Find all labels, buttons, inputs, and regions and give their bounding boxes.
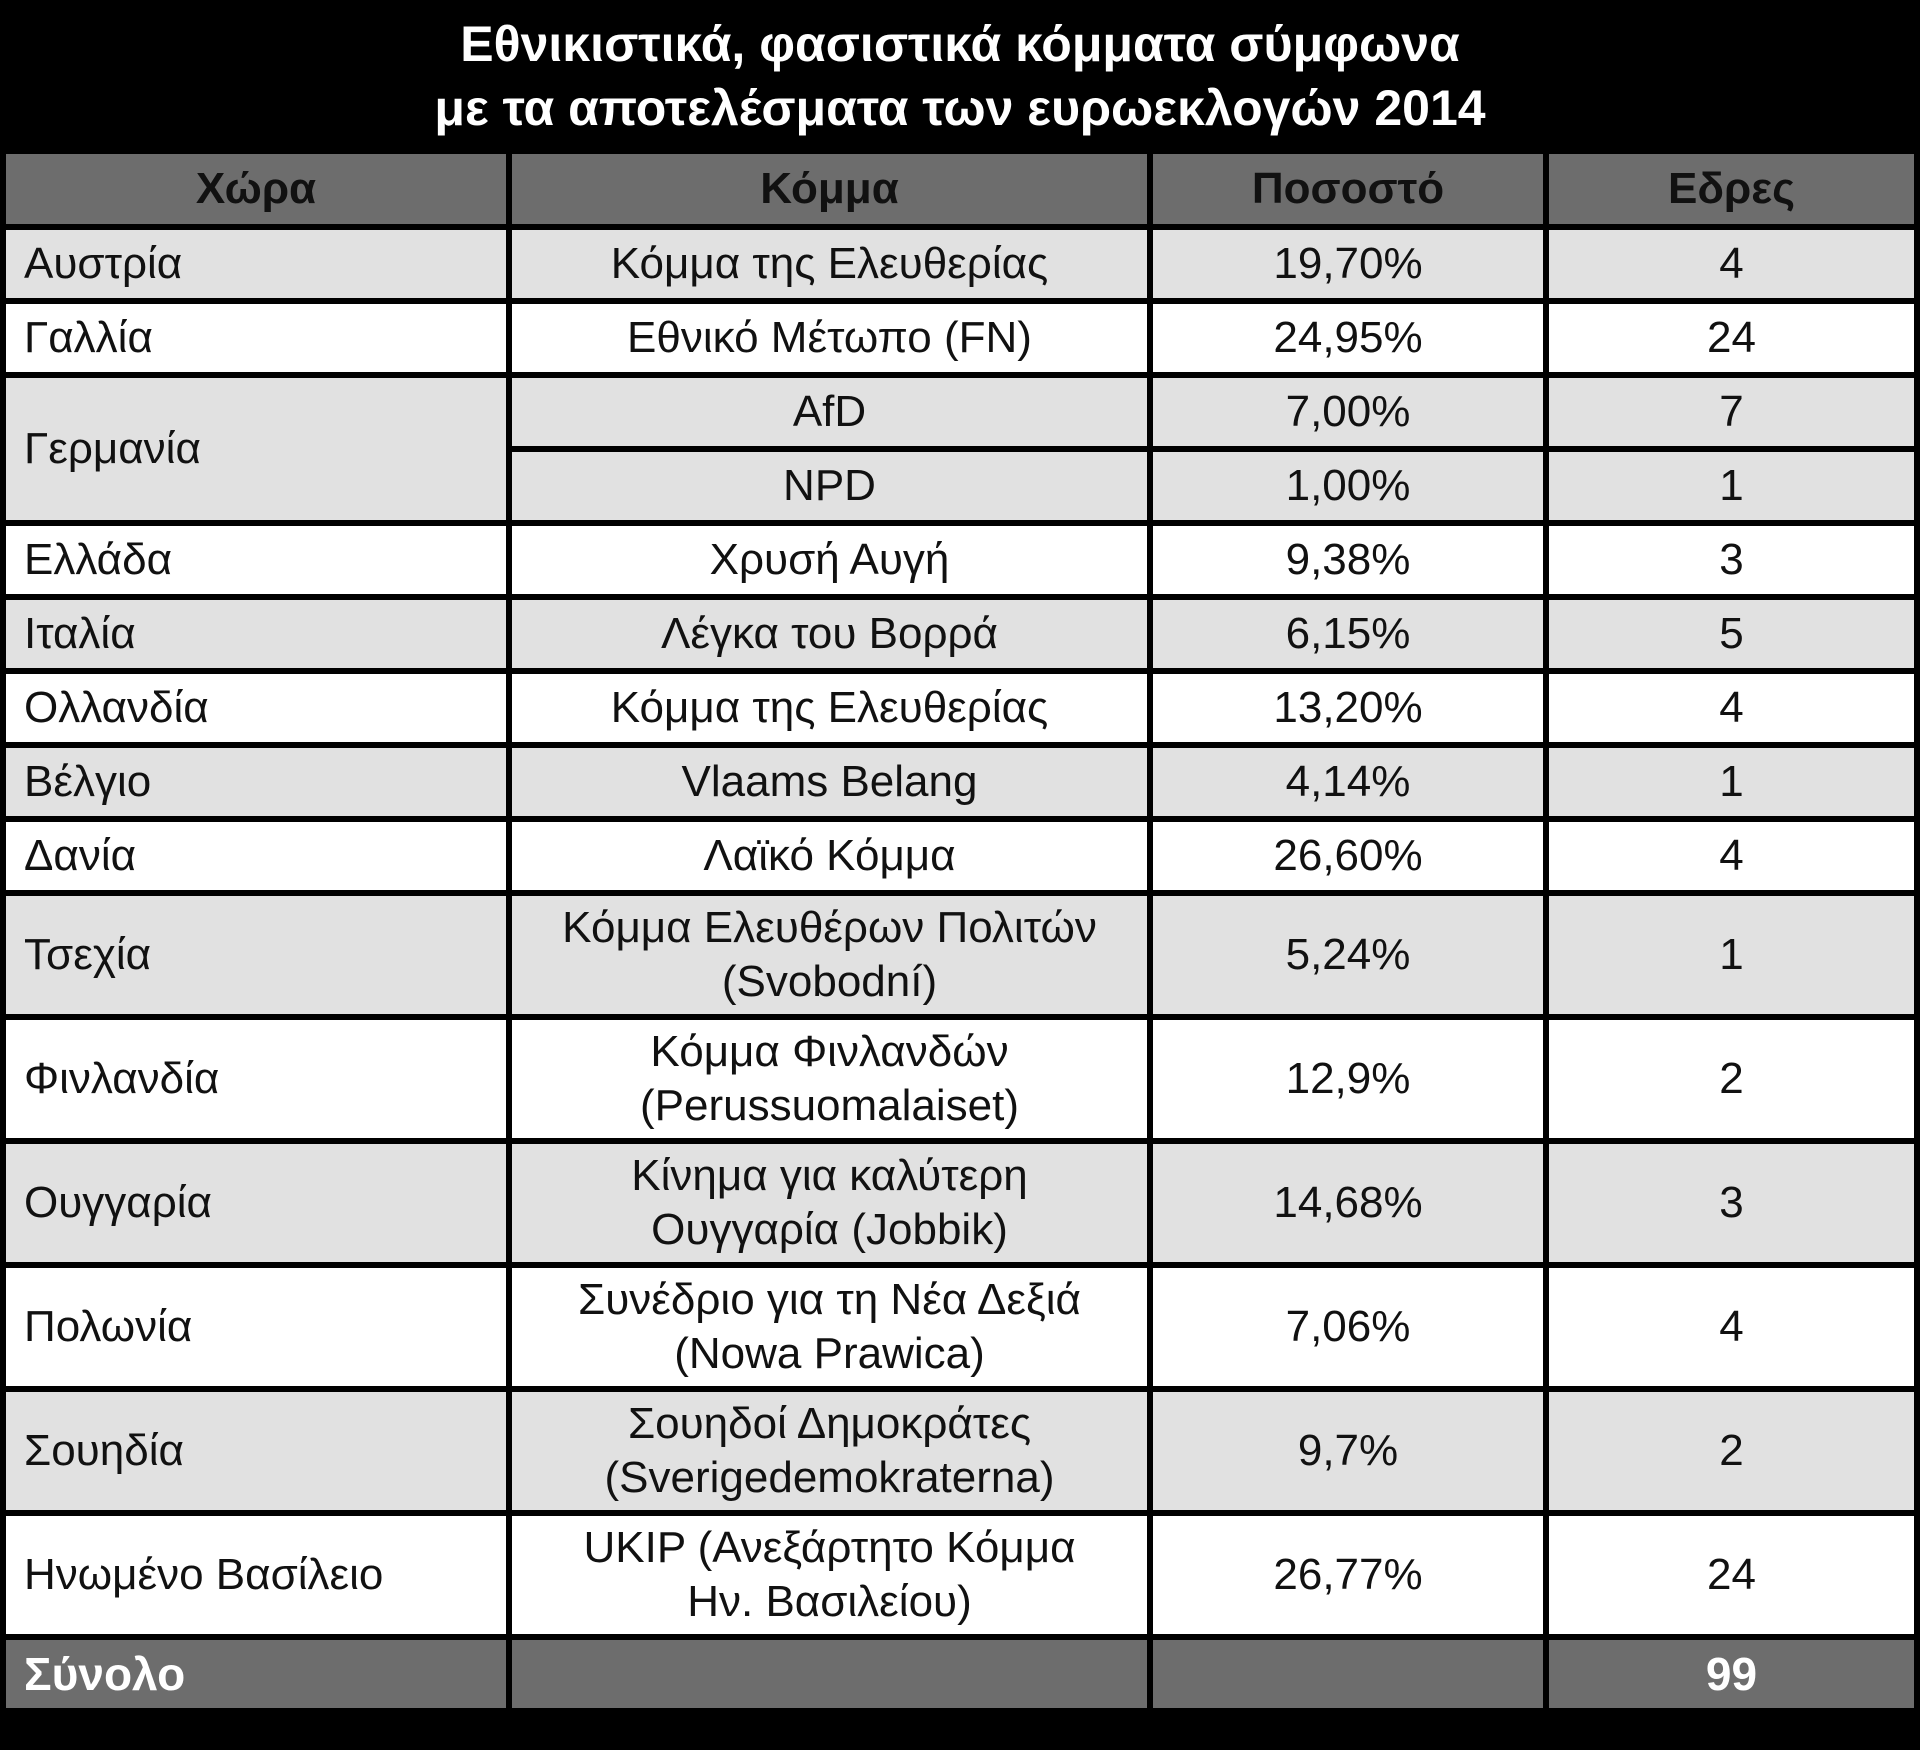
header-country: Χώρα <box>6 154 506 224</box>
cell-seats: 4 <box>1549 674 1914 742</box>
cell-party: NPD <box>512 452 1147 520</box>
total-percent-empty <box>1153 1640 1543 1708</box>
cell-party <box>512 1516 1147 1634</box>
table-row <box>6 230 1914 298</box>
party-line-2: (Perussuomalaiset) <box>639 1081 1020 1130</box>
party-line-1: UKIP (Ανεξάρτητο Κόμμα <box>583 1523 1076 1572</box>
cell-country: Ουγγαρία <box>6 1144 506 1262</box>
party-line-2: (Svobodní) <box>721 957 938 1006</box>
total-party-empty <box>512 1640 1147 1708</box>
table-row <box>6 1144 1914 1262</box>
cell-country: Τσεχία <box>6 896 506 1014</box>
cell-party <box>512 1144 1147 1262</box>
header-row <box>6 154 1914 224</box>
cell-seats: 1 <box>1549 896 1914 1014</box>
cell-percent: 12,9% <box>1153 1020 1543 1138</box>
table-row <box>6 1516 1914 1634</box>
cell-party: AfD <box>512 378 1147 446</box>
party-line-2: Ην. Βασιλείου) <box>687 1577 972 1626</box>
party-line-1: Συνέδριο για τη Νέα Δεξιά <box>578 1275 1081 1324</box>
cell-country: Ιταλία <box>6 600 506 668</box>
cell-country: Σουηδία <box>6 1392 506 1510</box>
cell-country: Αυστρία <box>6 230 506 298</box>
party-line-1: Κίνημα για καλύτερη <box>631 1151 1028 1200</box>
title-line-1: Εθνικιστικά, φασιστικά κόμματα σύμφωνα <box>460 16 1460 72</box>
cell-seats: 1 <box>1549 452 1914 520</box>
cell-seats: 2 <box>1549 1392 1914 1510</box>
party-line-2: (Sverigedemokraterna) <box>604 1453 1055 1502</box>
cell-seats: 4 <box>1549 822 1914 890</box>
table-row <box>6 1268 1914 1386</box>
cell-percent: 1,00% <box>1153 452 1543 520</box>
party-line-1: Κόμμα Ελευθέρων Πολιτών <box>562 903 1097 952</box>
table-row <box>6 896 1914 1014</box>
cell-seats: 2 <box>1549 1020 1914 1138</box>
cell-percent: 19,70% <box>1153 230 1543 298</box>
cell-party: Χρυσή Αυγή <box>512 526 1147 594</box>
cell-country: Δανία <box>6 822 506 890</box>
cell-seats: 1 <box>1549 748 1914 816</box>
party-line-2: Ουγγαρία (Jobbik) <box>651 1205 1008 1254</box>
cell-party: Εθνικό Μέτωπο (FN) <box>512 304 1147 372</box>
cell-seats: 24 <box>1549 304 1914 372</box>
cell-percent: 13,20% <box>1153 674 1543 742</box>
results-table <box>0 148 1920 1714</box>
header-party: Κόμμα <box>512 154 1147 224</box>
table-row <box>6 822 1914 890</box>
cell-party: Λαϊκό Κόμμα <box>512 822 1147 890</box>
table-row <box>6 304 1914 372</box>
cell-percent: 26,60% <box>1153 822 1543 890</box>
table-row <box>6 1392 1914 1510</box>
table-row <box>6 748 1914 816</box>
cell-seats: 4 <box>1549 230 1914 298</box>
header-seats: Εδρες <box>1549 154 1914 224</box>
cell-party <box>512 1268 1147 1386</box>
cell-country: Ολλανδία <box>6 674 506 742</box>
cell-percent: 14,68% <box>1153 1144 1543 1262</box>
header-percent: Ποσοστό <box>1153 154 1543 224</box>
table-row <box>6 1020 1914 1138</box>
cell-party <box>512 1392 1147 1510</box>
cell-party <box>512 1020 1147 1138</box>
total-label: Σύνολο <box>6 1640 506 1708</box>
cell-percent: 7,00% <box>1153 378 1543 446</box>
table-row <box>6 526 1914 594</box>
title <box>0 0 1920 152</box>
cell-country: Ελλάδα <box>6 526 506 594</box>
cell-percent: 4,14% <box>1153 748 1543 816</box>
cell-country: Γερμανία <box>6 378 506 520</box>
party-line-1: Σουηδοί Δημοκράτες <box>627 1399 1032 1448</box>
cell-country: Βέλγιο <box>6 748 506 816</box>
cell-country: Ηνωμένο Βασίλειο <box>6 1516 506 1634</box>
cell-seats: 3 <box>1549 1144 1914 1262</box>
cell-party: Λέγκα του Βορρά <box>512 600 1147 668</box>
cell-percent: 5,24% <box>1153 896 1543 1014</box>
party-line-1: Κόμμα Φινλανδών <box>650 1027 1009 1076</box>
cell-percent: 6,15% <box>1153 600 1543 668</box>
cell-party: Vlaams Belang <box>512 748 1147 816</box>
cell-seats: 24 <box>1549 1516 1914 1634</box>
cell-seats: 5 <box>1549 600 1914 668</box>
party-line-2: (Nowa Prawica) <box>674 1329 985 1378</box>
cell-party: Κόμμα της Ελευθερίας <box>512 674 1147 742</box>
cell-seats: 7 <box>1549 378 1914 446</box>
cell-country: Γαλλία <box>6 304 506 372</box>
cell-country: Πολωνία <box>6 1268 506 1386</box>
cell-percent: 24,95% <box>1153 304 1543 372</box>
cell-party <box>512 896 1147 1014</box>
cell-seats: 3 <box>1549 526 1914 594</box>
cell-percent: 9,38% <box>1153 526 1543 594</box>
total-seats: 99 <box>1549 1640 1914 1708</box>
cell-seats: 4 <box>1549 1268 1914 1386</box>
cell-country: Φινλανδία <box>6 1020 506 1138</box>
table-row <box>6 600 1914 668</box>
table-row <box>6 674 1914 742</box>
cell-percent: 7,06% <box>1153 1268 1543 1386</box>
table-row <box>6 378 1914 446</box>
cell-percent: 9,7% <box>1153 1392 1543 1510</box>
cell-party: Κόμμα της Ελευθερίας <box>512 230 1147 298</box>
total-row <box>6 1640 1914 1708</box>
cell-percent: 26,77% <box>1153 1516 1543 1634</box>
title-line-2: με τα αποτελέσματα των ευρωεκλογών 2014 <box>434 80 1486 136</box>
